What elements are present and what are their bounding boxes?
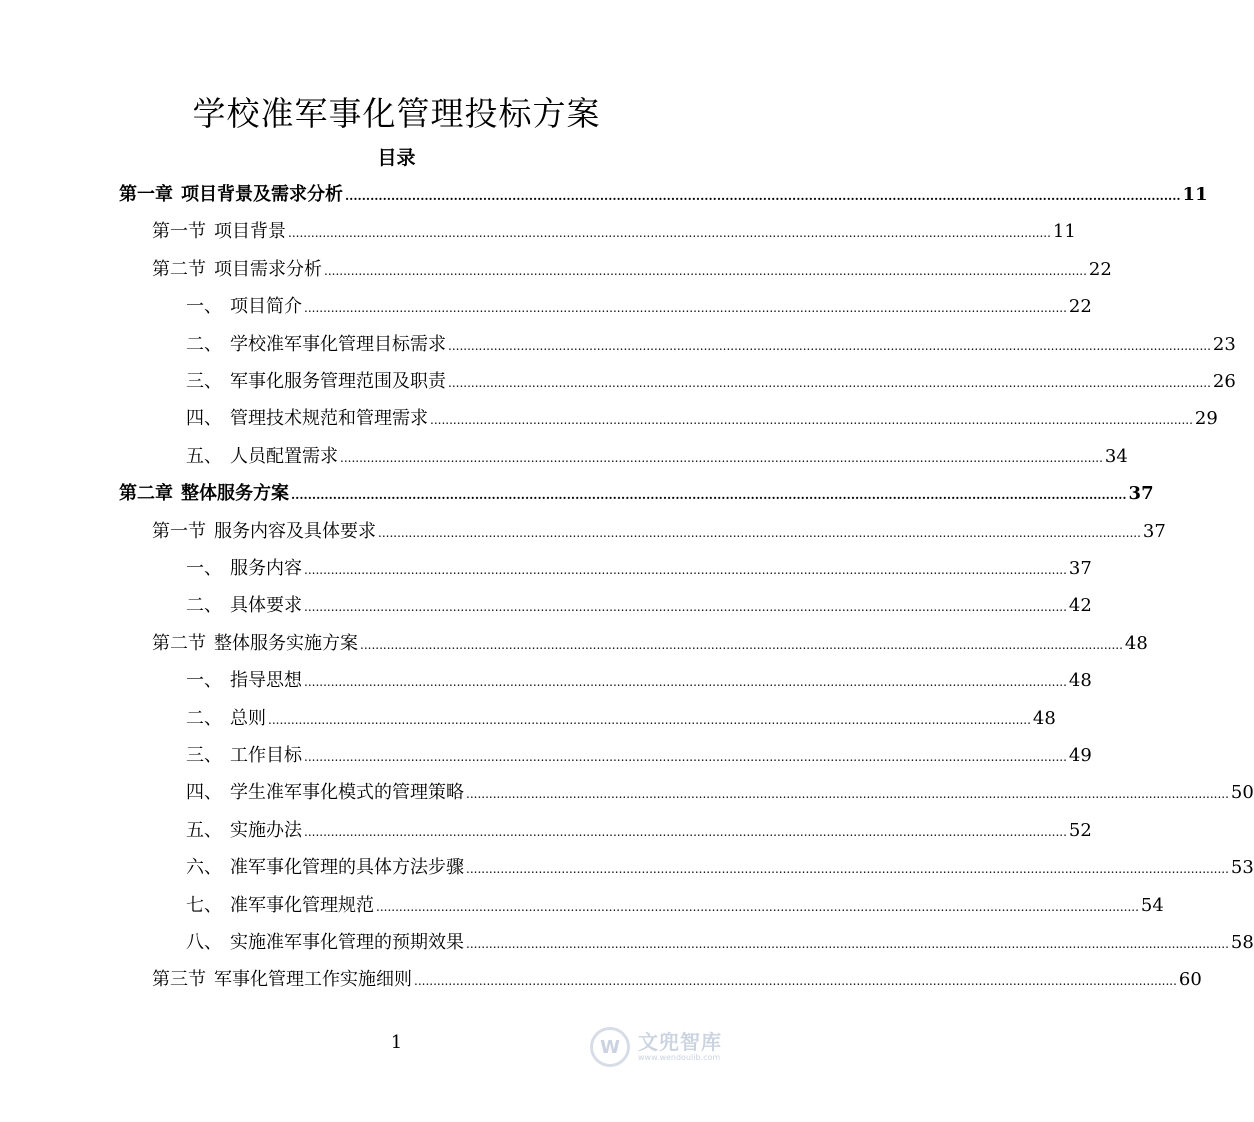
toc-entry-number: 三、 [186, 745, 222, 766]
toc-entry-number: 二、 [186, 707, 222, 729]
toc-entry-page: 54 [1140, 894, 1164, 916]
watermark-logo-icon: W [590, 1027, 630, 1067]
toc-entry-number: 一、 [186, 296, 222, 318]
toc-entry-title: 工作目标 [230, 745, 302, 766]
toc-leader-dots: ........................................................................................................................................................................................................ [466, 937, 1229, 951]
toc-entry-number: 五、 [186, 819, 222, 841]
toc-entry-title: 准军事化管理的具体方法步骤 [230, 857, 464, 879]
toc-entry-title: 整体服务方案 [181, 483, 289, 505]
toc-entry-title: 军事化服务管理范围及职责 [230, 371, 446, 392]
toc-entry-page: 26 [1212, 371, 1236, 392]
toc-entry-title: 项目背景 [214, 221, 286, 243]
toc-entry[interactable] [186, 662, 1092, 699]
toc-entry-title: 项目背景及需求分析 [181, 184, 343, 205]
toc-entry[interactable] [119, 475, 1154, 512]
toc-entry[interactable] [119, 176, 1208, 213]
toc-entry-page: 22 [1088, 258, 1112, 280]
toc-entry-number: 八、 [186, 932, 222, 953]
toc-entry-number: 三、 [186, 371, 222, 392]
toc-entry[interactable] [186, 438, 1128, 475]
toc-heading: 目录 [377, 147, 416, 169]
toc-entry-title: 军事化管理工作实施细则 [214, 969, 412, 991]
toc-entry[interactable] [186, 924, 1254, 961]
toc-entry[interactable] [186, 326, 1236, 363]
toc-entry-number: 四、 [186, 782, 222, 804]
toc-entry-title: 指导思想 [230, 670, 302, 692]
toc-leader-dots: ........................................................................................................................................................................................................ [376, 899, 1139, 914]
toc-leader-dots: ........................................................................................................................................................................................................ [304, 301, 1067, 316]
toc-entry-number: 第一章 [119, 184, 173, 205]
toc-leader-dots: ........................................................................................................................................................................................................ [304, 750, 1067, 764]
toc-entry[interactable] [186, 288, 1092, 325]
toc-entry[interactable] [186, 737, 1092, 774]
toc-leader-dots: ........................................................................................................................................................................................................ [324, 263, 1087, 278]
toc-entry[interactable] [186, 774, 1254, 811]
toc-entry[interactable] [186, 550, 1092, 587]
watermark [590, 1022, 760, 1072]
toc-leader-dots: ........................................................................................................................................................................................................ [304, 563, 1067, 577]
toc-entry[interactable] [152, 625, 1148, 662]
toc-leader-dots: ........................................................................................................................................................................................................ [466, 787, 1229, 802]
toc-entry[interactable] [186, 887, 1164, 924]
toc-entry-number: 二、 [186, 333, 222, 355]
toc-entry-page: 50 [1230, 782, 1254, 804]
toc-entry-page: 11 [1052, 221, 1076, 243]
toc-entry-title: 总则 [230, 707, 266, 729]
toc-entry-title: 学生准军事化模式的管理策略 [230, 782, 464, 804]
document-title: 学校准军事化管理投标方案 [192, 94, 601, 133]
toc-entry-number: 第二节 [152, 632, 206, 654]
toc-entry-page: 52 [1068, 819, 1092, 841]
toc-leader-dots: ........................................................................................................................................................................................................ [288, 226, 1051, 241]
toc-leader-dots: ........................................................................................................................................................................................................ [268, 712, 1031, 727]
toc-entry-page: 42 [1068, 595, 1092, 617]
toc-entry-title: 实施准军事化管理的预期效果 [230, 932, 464, 953]
toc-entry-page: 34 [1104, 445, 1128, 467]
toc-entry-number: 五、 [186, 445, 222, 467]
toc-entry[interactable] [152, 961, 1202, 998]
toc-entry-page: 53 [1230, 857, 1254, 879]
toc-leader-dots: ........................................................................................................................................................................................................ [345, 189, 1181, 203]
watermark-name: 文兜智库 [638, 1030, 722, 1054]
toc-entry-number: 第三节 [152, 969, 206, 991]
toc-entry-number: 七、 [186, 894, 222, 916]
toc-leader-dots: ........................................................................................................................................................................................................ [360, 637, 1123, 652]
toc-entry-number: 第二章 [119, 483, 173, 505]
toc-entry-page: 11 [1182, 184, 1208, 205]
toc-entry-title: 项目需求分析 [214, 258, 322, 280]
toc-entry-title: 人员配置需求 [230, 445, 338, 467]
toc-entry-title: 学校准军事化管理目标需求 [230, 333, 446, 355]
toc-entry-number: 二、 [186, 595, 222, 617]
toc-leader-dots: ........................................................................................................................................................................................................ [430, 413, 1193, 428]
page-number: 1 [390, 1032, 403, 1053]
toc-entry-title: 整体服务实施方案 [214, 632, 358, 654]
toc-entry-page: 49 [1068, 745, 1092, 766]
toc-entry-title: 具体要求 [230, 595, 302, 617]
toc-entry-page: 37 [1128, 483, 1154, 505]
toc-leader-dots: ........................................................................................................................................................................................................ [414, 974, 1177, 989]
toc-entry-title: 项目简介 [230, 296, 302, 318]
toc-entry-number: 第二节 [152, 258, 206, 280]
toc-entry-title: 服务内容 [230, 558, 302, 579]
toc-entry[interactable] [186, 812, 1092, 849]
watermark-url: www.wendoulib.com [638, 1053, 721, 1062]
toc-entry-title: 管理技术规范和管理需求 [230, 408, 428, 430]
toc-entry[interactable] [186, 700, 1056, 737]
toc-entry[interactable] [186, 363, 1236, 400]
toc-entry[interactable] [152, 251, 1112, 288]
toc-entry-number: 一、 [186, 670, 222, 692]
toc-entry-number: 一、 [186, 558, 222, 579]
toc-entry-page: 23 [1212, 333, 1236, 355]
toc-leader-dots: ........................................................................................................................................................................................................ [291, 488, 1127, 503]
toc-leader-dots: ........................................................................................................................................................................................................ [466, 862, 1229, 877]
toc-entry-page: 37 [1068, 558, 1092, 579]
toc-entry[interactable] [186, 587, 1092, 624]
toc-entry-title: 服务内容及具体要求 [214, 520, 376, 542]
toc-leader-dots: ........................................................................................................................................................................................................ [304, 824, 1067, 839]
toc-entry[interactable] [152, 213, 1076, 250]
toc-leader-dots: ........................................................................................................................................................................................................ [304, 675, 1067, 690]
toc-entry-number: 第一节 [152, 221, 206, 243]
toc-leader-dots: ........................................................................................................................................................................................................ [448, 338, 1211, 353]
toc-leader-dots: ........................................................................................................................................................................................................ [378, 525, 1141, 540]
toc-entry-page: 58 [1230, 932, 1254, 953]
toc-leader-dots: ........................................................................................................................................................................................................ [340, 450, 1103, 465]
toc-entry-page: 60 [1178, 969, 1202, 991]
toc-entry[interactable] [152, 513, 1166, 550]
toc-entry-page: 48 [1124, 632, 1148, 654]
toc-entry-title: 实施办法 [230, 819, 302, 841]
toc-entry-number: 四、 [186, 408, 222, 430]
toc-leader-dots: ........................................................................................................................................................................................................ [304, 600, 1067, 615]
toc-leader-dots: ........................................................................................................................................................................................................ [448, 376, 1211, 390]
toc-entry-page: 48 [1068, 670, 1092, 692]
toc-entry-number: 六、 [186, 857, 222, 879]
toc-entry-page: 48 [1032, 707, 1056, 729]
toc-entry-page: 22 [1068, 296, 1092, 318]
toc-entry-page: 37 [1142, 520, 1166, 542]
toc-entry-number: 第一节 [152, 520, 206, 542]
toc-entry[interactable] [186, 400, 1218, 437]
toc-entry-title: 准军事化管理规范 [230, 894, 374, 916]
toc-entry[interactable] [186, 849, 1254, 886]
toc-entry-page: 29 [1194, 408, 1218, 430]
